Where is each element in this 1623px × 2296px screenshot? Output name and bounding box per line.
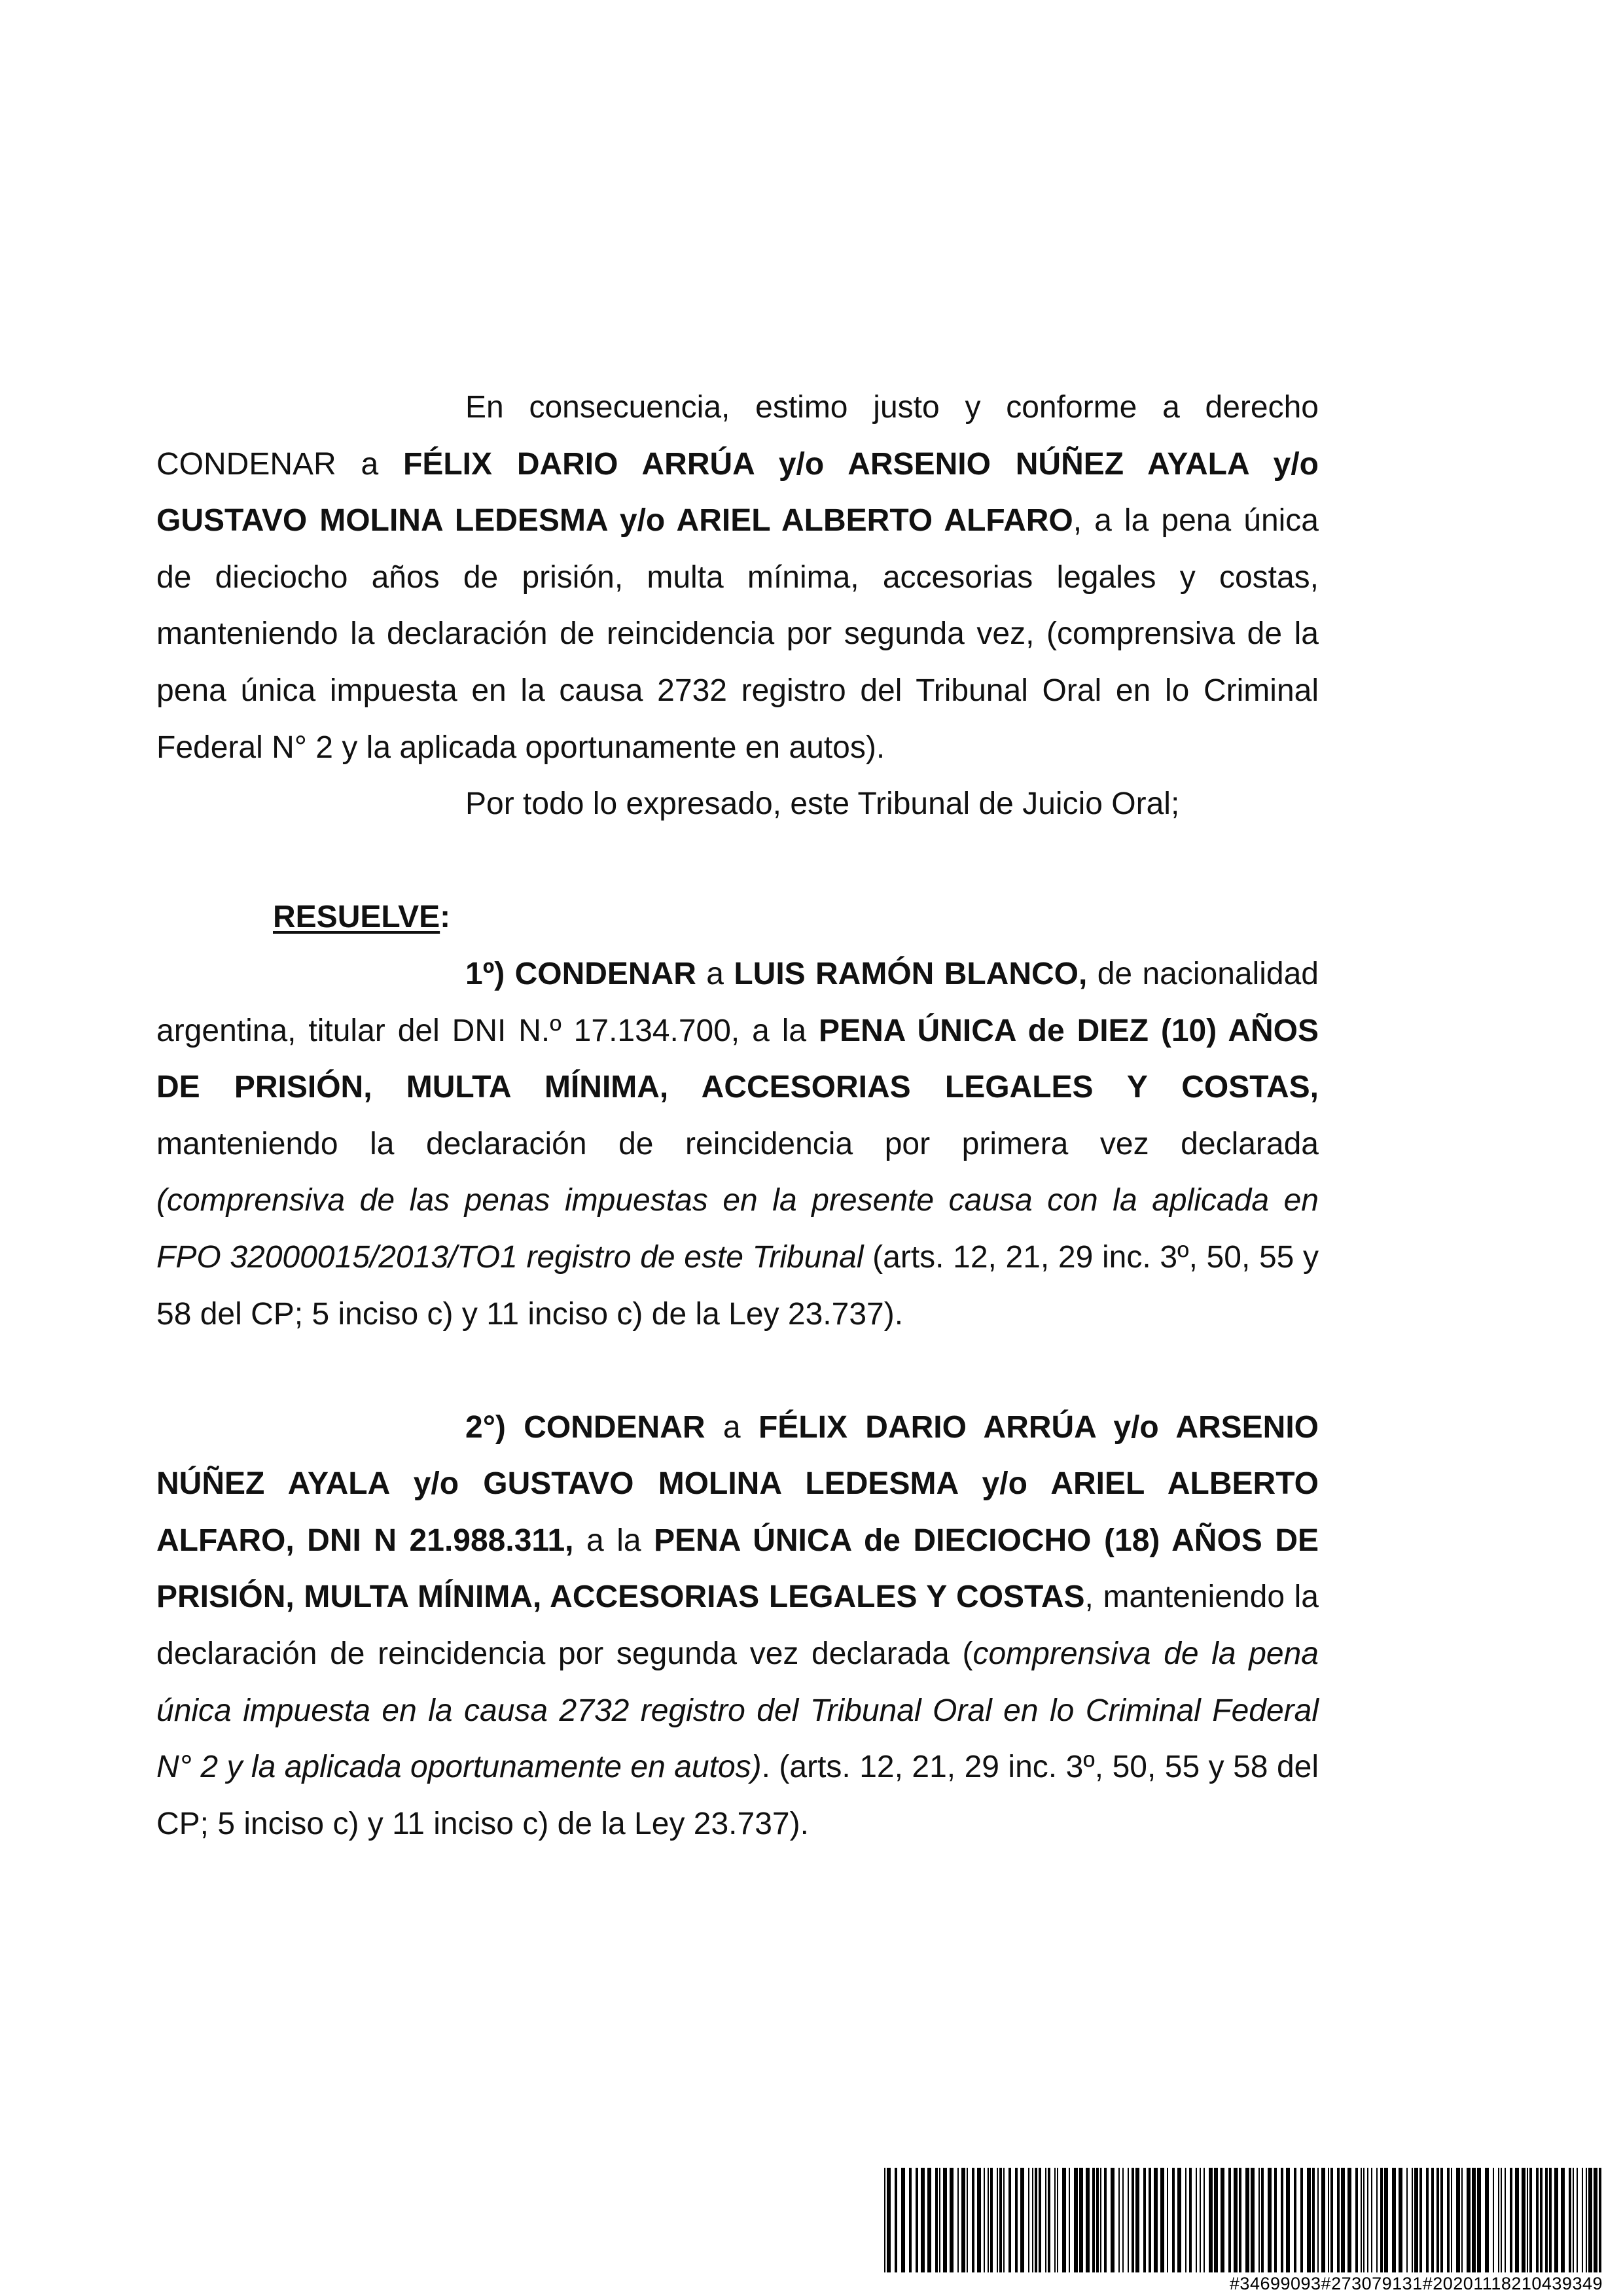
barcode-bar	[1054, 2168, 1056, 2272]
barcode-bar	[1239, 2168, 1241, 2272]
barcode-bar	[1189, 2168, 1192, 2272]
barcode-bar	[1086, 2168, 1090, 2272]
barcode-bar	[1228, 2168, 1231, 2272]
barcode-bar	[1321, 2168, 1325, 2272]
barcode-bar	[916, 2168, 918, 2272]
barcode-bar	[1079, 2168, 1083, 2272]
defendant-name: LUIS RAMÓN BLANCO,	[734, 956, 1088, 991]
barcode-bar	[990, 2168, 993, 2272]
barcode-bar	[1008, 2168, 1011, 2272]
barcode-bar	[1062, 2168, 1066, 2272]
barcode-bar	[1436, 2168, 1439, 2272]
barcode-bar	[1573, 2168, 1574, 2272]
item-number: 1º) CONDENAR	[465, 956, 696, 991]
barcode-bar	[950, 2168, 954, 2272]
barcode-bar	[1540, 2168, 1543, 2272]
barcode-bar	[1160, 2168, 1164, 2272]
barcode-bar	[1545, 2168, 1548, 2272]
text-segment: En consecuencia, estimo justo y conforme a derecho CONDENAR a	[156, 390, 1319, 482]
barcode-bar	[1431, 2168, 1434, 2272]
barcode-bar	[1451, 2168, 1452, 2272]
text-segment: (arts. 12, 21, 29 inc. 3º, 50, 55 y 58 del CP; 5 inciso c) y 11 inciso c) de la Ley 23.737).	[156, 1239, 1319, 1332]
barcode-bar	[1118, 2168, 1120, 2272]
barcode-bar	[901, 2168, 905, 2272]
heading-label: RESUELVE	[273, 900, 440, 935]
barcode-bar	[1214, 2168, 1218, 2272]
italic-note: (comprensiva de las penas impuestas en la presente causa con la aplicada en FPO 32000015/2013/TO1 registro de este Tribunal	[156, 1183, 1319, 1275]
barcode-bar	[1317, 2168, 1319, 2272]
resolution-item-2	[156, 1400, 1319, 1853]
barcode-bar	[1392, 2168, 1396, 2272]
barcode-bar	[1100, 2168, 1101, 2272]
barcode-bar	[1132, 2168, 1134, 2272]
barcode-bar	[1234, 2168, 1238, 2272]
barcode	[883, 2168, 1603, 2294]
barcode-bar	[977, 2168, 981, 2272]
barcode-bar	[1268, 2168, 1272, 2272]
barcode-bar	[1307, 2168, 1311, 2272]
barcode-bar	[1274, 2168, 1277, 2272]
barcode-bar	[1586, 2168, 1587, 2272]
barcode-bar	[1363, 2168, 1364, 2272]
barcode-bar	[1493, 2168, 1494, 2272]
barcode-bar	[1367, 2168, 1368, 2272]
document-body	[156, 380, 1319, 1852]
barcode-bar	[1039, 2168, 1041, 2272]
barcode-bar	[1347, 2168, 1351, 2272]
barcode-bar	[939, 2168, 940, 2272]
barcode-bar	[1467, 2168, 1471, 2272]
paragraph-por-todo: Por todo lo expresado, este Tribunal de Juicio Oral;	[465, 786, 1180, 822]
barcode-bar	[1209, 2168, 1213, 2272]
barcode-bar	[1414, 2168, 1418, 2272]
barcode-bar	[921, 2168, 925, 2272]
barcode-bar	[1510, 2168, 1512, 2272]
barcode-bar	[1447, 2168, 1450, 2272]
barcode-bar	[895, 2168, 897, 2272]
barcode-bar	[927, 2168, 931, 2272]
barcode-bar	[1384, 2168, 1388, 2272]
item-number: 2°) CONDENAR	[465, 1409, 705, 1445]
barcode-bar	[1015, 2168, 1018, 2272]
barcode-bar	[1286, 2168, 1290, 2272]
barcode-bar	[1461, 2168, 1463, 2272]
barcode-bar	[1376, 2168, 1378, 2272]
barcode-bar	[1032, 2168, 1033, 2272]
barcode-bar	[1569, 2168, 1571, 2272]
barcode-bar	[943, 2168, 947, 2272]
barcode-bar	[1582, 2168, 1583, 2272]
barcode-bar	[1594, 2168, 1597, 2272]
barcode-bar	[1406, 2168, 1408, 2272]
barcode-bar	[1221, 2168, 1224, 2272]
barcode-bar	[1020, 2168, 1024, 2272]
text-segment: a	[696, 956, 734, 991]
barcode-bar	[909, 2168, 912, 2272]
barcode-bar	[1096, 2168, 1099, 2272]
barcode-bar	[1330, 2168, 1333, 2272]
spacer	[156, 1343, 1319, 1400]
barcode-bar	[1577, 2168, 1578, 2272]
text-segment: manteniendo la declaración de reincidencia por primera vez declarada	[156, 1126, 1319, 1161]
text-segment: , a la pena única de dieciocho años de prisión, multa mínima, accesorias legales y costas, manteniendo la declaración de reincidencia por segunda vez, (comprensiva de la pena única impuesta en la causa 2732 registro del Tribunal Oral en lo Criminal Federal N° 2 y la aplicada oportunamente en autos).	[156, 503, 1319, 765]
barcode-bar	[1361, 2168, 1362, 2272]
barcode-bar	[1261, 2168, 1264, 2272]
defendant-names: FÉLIX DARIO ARRÚA y/o ARSENIO NÚÑEZ AYALA y/o GUSTAVO MOLINA LEDESMA y/o ARIEL ALBERTO ALFARO	[156, 446, 1319, 539]
barcode-bar	[957, 2168, 959, 2272]
barcode-bar	[1522, 2168, 1525, 2272]
barcode-bar	[961, 2168, 965, 2272]
paragraph-consecuencia	[156, 380, 1319, 776]
barcode-bar	[967, 2168, 968, 2272]
text-segment: a	[705, 1409, 758, 1445]
barcode-bar	[1300, 2168, 1303, 2272]
barcode-bar	[1498, 2168, 1499, 2272]
barcode-bar	[1588, 2168, 1592, 2272]
defendant-name: FÉLIX DARIO ARRÚA y/o ARSENIO NÚÑEZ AYALA y/o GUSTAVO MOLINA LEDESMA y/o ARIEL ALBERTO ALFARO, DNI N 21.988.311,	[156, 1409, 1319, 1558]
barcode-bar	[1341, 2168, 1345, 2272]
barcode-bar	[988, 2168, 989, 2272]
barcode-bar	[1501, 2168, 1502, 2272]
barcode-bar	[1104, 2168, 1107, 2272]
barcode-bar	[1143, 2168, 1146, 2272]
barcode-bar	[1412, 2168, 1413, 2272]
barcode-bar	[1154, 2168, 1158, 2272]
barcode-bar	[1045, 2168, 1046, 2272]
barcode-bar	[1177, 2168, 1181, 2272]
heading-colon: :	[440, 900, 451, 935]
barcode-bar	[884, 2168, 885, 2272]
barcode-bar	[1251, 2168, 1255, 2272]
barcode-bar	[1294, 2168, 1296, 2272]
barcode-bar	[1554, 2168, 1558, 2272]
barcode-bar	[1074, 2168, 1078, 2272]
barcode-bars	[883, 2168, 1603, 2272]
barcode-bar	[1135, 2168, 1139, 2272]
text-segment: , manteniendo la declaración de reincidencia por segunda vez declarada (	[156, 1580, 1319, 1672]
barcode-bar	[1515, 2168, 1519, 2272]
barcode-bar	[1505, 2168, 1506, 2272]
barcode-bar	[1380, 2168, 1383, 2272]
text-segment: a la	[573, 1523, 654, 1558]
barcode-bar	[1028, 2168, 1029, 2272]
barcode-bar	[1149, 2168, 1151, 2272]
barcode-bar	[887, 2168, 891, 2272]
barcode-bar	[1069, 2168, 1070, 2272]
barcode-bar	[1111, 2168, 1115, 2272]
barcode-bar	[1258, 2168, 1260, 2272]
barcode-bar	[1167, 2168, 1168, 2272]
barcode-bar	[1440, 2168, 1443, 2272]
sentence-text: PENA ÚNICA de DIECIOCHO (18) AÑOS DE PRISIÓN, MULTA MÍNIMA, ACCESORIAS LEGALES Y COSTAS	[156, 1523, 1319, 1615]
barcode-bar	[1092, 2168, 1095, 2272]
barcode-bar	[1527, 2168, 1528, 2272]
barcode-bar	[1599, 2168, 1601, 2272]
barcode-bar	[1561, 2168, 1565, 2272]
barcode-bar	[1419, 2168, 1422, 2272]
barcode-bar	[1337, 2168, 1340, 2272]
barcode-bar	[1057, 2168, 1058, 2272]
barcode-bar	[1529, 2168, 1532, 2272]
barcode-bar	[1172, 2168, 1175, 2272]
barcode-bar	[1204, 2168, 1205, 2272]
barcode-bar	[1128, 2168, 1129, 2272]
italic-note: comprensiva de la pena única impuesta en la causa 2732 registro del Tribunal Oral en lo Criminal Federal N° 2 y la aplicada oportunamente en autos)	[156, 1636, 1319, 1785]
text-segment: de nacionalidad argentina, titular del DNI N.º 17.134.700, a la	[156, 956, 1319, 1048]
barcode-bar	[1281, 2168, 1283, 2272]
barcode-bar	[1048, 2168, 1050, 2272]
barcode-bar	[1122, 2168, 1124, 2272]
barcode-bar	[935, 2168, 938, 2272]
barcode-bar	[1003, 2168, 1005, 2272]
barcode-bar	[1485, 2168, 1489, 2272]
barcode-bar	[1426, 2168, 1429, 2272]
resuelve-heading	[156, 889, 1319, 946]
barcode-bar	[1196, 2168, 1197, 2272]
barcode-bar	[1328, 2168, 1329, 2272]
barcode-bar	[1245, 2168, 1249, 2272]
barcode-bar	[1399, 2168, 1402, 2272]
barcode-bar	[1536, 2168, 1539, 2272]
spacer	[156, 833, 1319, 890]
text-segment: . (arts. 12, 21, 29 inc. 3º, 50, 55 y 58 del CP; 5 inciso c) y 11 inciso c) de la Ley 23.737).	[156, 1750, 1319, 1841]
barcode-bar	[1371, 2168, 1372, 2272]
barcode-bar	[1200, 2168, 1201, 2272]
resolution-item-1	[156, 946, 1319, 1343]
barcode-bar	[1035, 2168, 1037, 2272]
barcode-bar	[999, 2168, 1002, 2272]
barcode-bar	[997, 2168, 998, 2272]
barcode-bar	[1472, 2168, 1476, 2272]
barcode-bar	[1477, 2168, 1481, 2272]
barcode-bar	[984, 2168, 985, 2272]
sentence-text: PENA ÚNICA de DIEZ (10) AÑOS DE PRISIÓN, MULTA MÍNIMA, ACCESORIAS LEGALES Y COSTAS,	[156, 1013, 1319, 1105]
barcode-bar	[1312, 2168, 1315, 2272]
barcode-bar	[1549, 2168, 1552, 2272]
barcode-text: #34699093#273079131#20201118210439349	[1229, 2274, 1603, 2293]
barcode-bar	[1185, 2168, 1186, 2272]
barcode-bar	[1355, 2168, 1358, 2272]
barcode-bar	[1456, 2168, 1460, 2272]
barcode-bar	[972, 2168, 974, 2272]
